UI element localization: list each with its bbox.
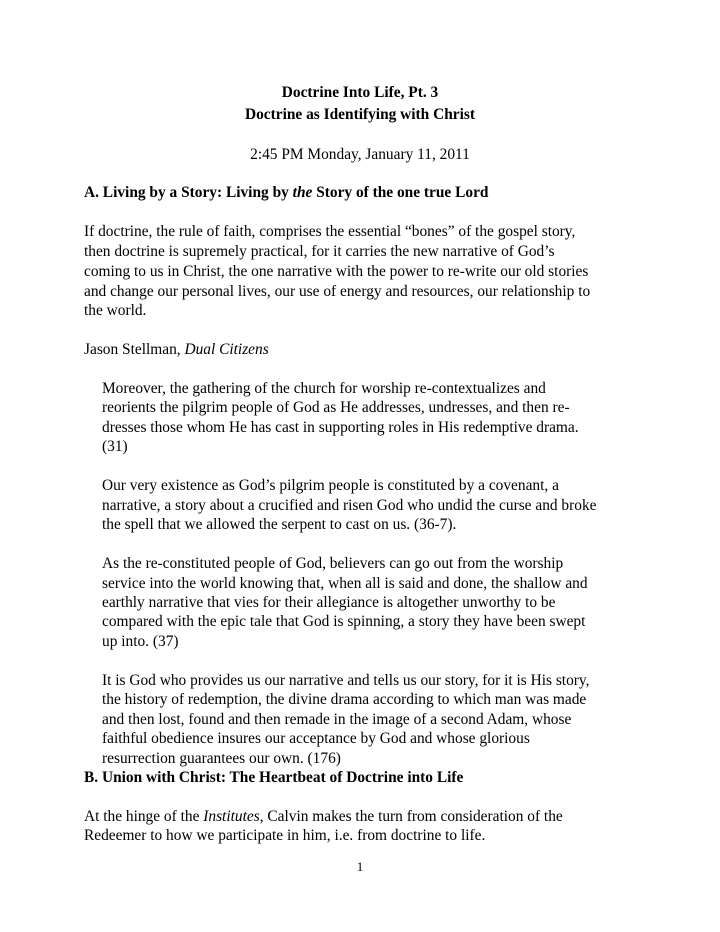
source-citation [84, 340, 269, 360]
paragraph-line: coming to us in Christ, the one narrative with the power to re-write our old stories [84, 263, 589, 280]
quote-line: Moreover, the gathering of the church for worship re-contextualizes and [102, 380, 546, 397]
quote-line: earthly narrative that vies for their allegiance is altogether unworthy to be [102, 594, 556, 611]
quote-line: (31) [102, 438, 128, 455]
paragraph-line: then doctrine is supremely practical, for it carries the new narrative of God’s [84, 243, 555, 260]
quote-line: up into. (37) [102, 633, 179, 650]
section-a-heading-pre: A. Living by a Story: Living by [84, 184, 293, 201]
document-title: Doctrine Into Life, Pt. 3 [281, 84, 439, 101]
section-b-line1-post: , Calvin makes the turn from consideration of the [259, 808, 563, 825]
section-b-paragraph-line [84, 807, 563, 827]
source-title: Dual Citizens [184, 341, 269, 358]
quote-line: the history of redemption, the divine drama according to which man was made [102, 691, 587, 708]
paragraph-line: If doctrine, the rule of faith, comprises the essential “bones” of the gospel story, [84, 223, 576, 240]
quote-line: It is God who provides us our narrative and tells us our story, for it is His story, [102, 672, 590, 689]
section-b-paragraph-line: Redeemer to how we participate in him, i.e. from doctrine to life. [84, 827, 486, 844]
document-subtitle: Doctrine as Identifying with Christ [244, 106, 475, 123]
quote-line: resurrection guarantees our own. (176) [102, 750, 341, 767]
section-a-heading [84, 183, 488, 203]
paragraph-line: the world. [84, 302, 147, 319]
document-datetime: 2:45 PM Monday, January 11, 2011 [250, 146, 470, 163]
quote-line: faithful obedience insures our acceptance by God and whose glorious [102, 730, 530, 747]
page-number: 1 [356, 859, 364, 874]
quote-line: and then lost, found and then remade in the image of a second Adam, whose [102, 711, 572, 728]
quote-line: Our very existence as God’s pilgrim people is constituted by a covenant, a [102, 477, 559, 494]
quote-line: service into the world knowing that, when all is said and done, the shallow and [102, 575, 588, 592]
quote-line: narrative, a story about a crucified and risen God who undid the curse and broke [102, 497, 597, 514]
quote-line: compared with the epic tale that God is spinning, a story they have been swept [102, 613, 586, 630]
paragraph-line: and change our personal lives, our use of energy and resources, our relationship to [84, 283, 591, 300]
quote-line: dresses those whom He has cast in supporting roles in His redemptive drama. [102, 419, 579, 436]
section-b-heading: B. Union with Christ: The Heartbeat of Doctrine into Life [84, 769, 464, 786]
source-author: Jason Stellman, [84, 341, 185, 358]
institutes-title: Institutes [203, 808, 260, 825]
quote-line: As the re-constituted people of God, believers can go out from the worship [102, 555, 564, 572]
section-a-heading-emphasis: the [292, 184, 313, 201]
section-a-heading-post: Story of the one true Lord [312, 184, 489, 201]
quote-line: the spell that we allowed the serpent to cast on us. (36-7). [102, 516, 457, 533]
quote-line: reorients the pilgrim people of God as He addresses, undresses, and then re- [102, 399, 570, 416]
section-b-line1-pre: At the hinge of the [84, 808, 204, 825]
